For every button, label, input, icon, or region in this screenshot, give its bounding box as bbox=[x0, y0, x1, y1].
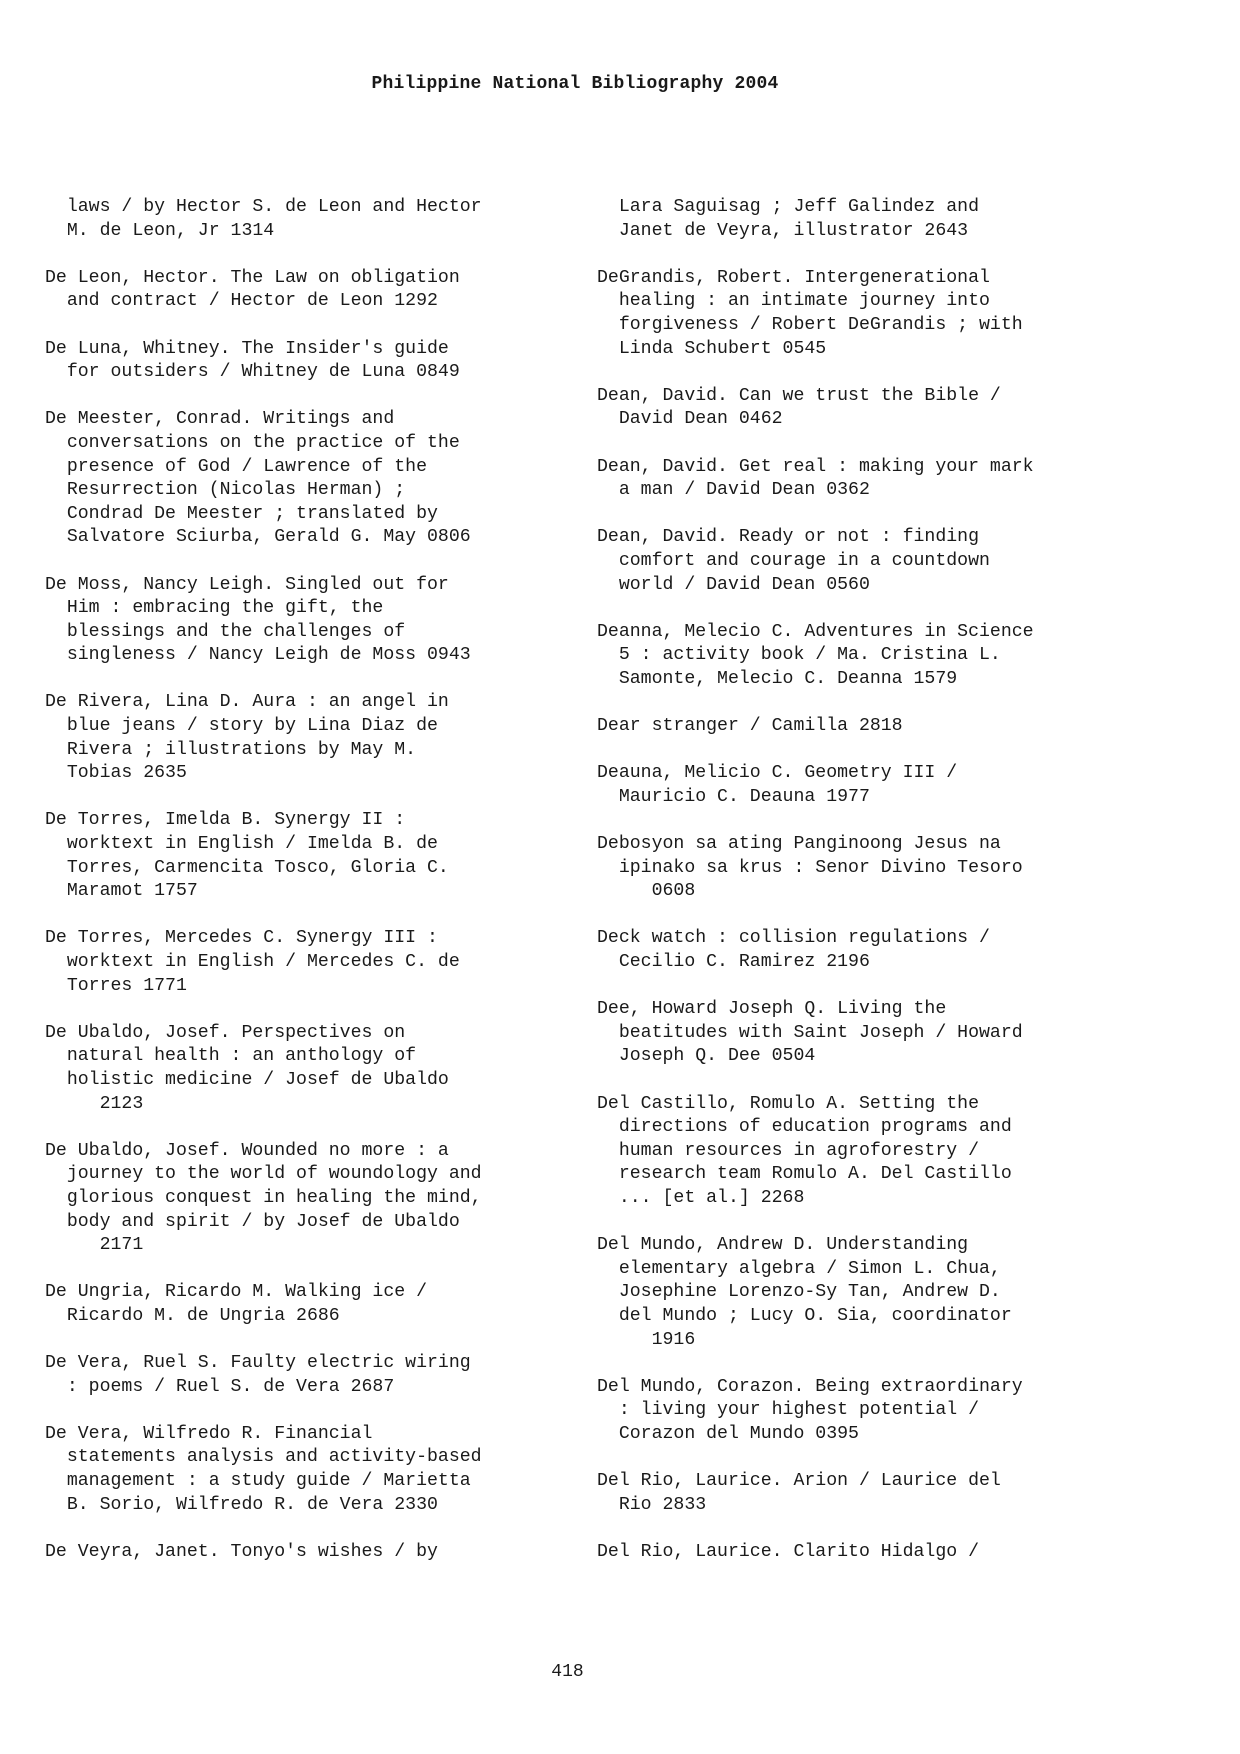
bibliography-entry: De Ubaldo, Josef. Perspectives on natural health : an anthology of holistic medicine / Josef de Ubaldo 2123 bbox=[45, 1022, 449, 1114]
bibliography-entry: Dean, David. Can we trust the Bible / David Dean 0462 bbox=[597, 385, 1001, 430]
bibliography-entry: De Veyra, Janet. Tonyo's wishes / by bbox=[45, 1541, 438, 1562]
bibliography-entry: Deanna, Melecio C. Adventures in Science 5 : activity book / Ma. Cristina L. Samonte, Melecio C. Deanna 1579 bbox=[597, 621, 1034, 689]
bibliography-entry: De Vera, Wilfredo R. Financial statements analysis and activity-based management : a study guide / Marietta B. Sorio, Wilfredo R. de Vera 2330 bbox=[45, 1423, 482, 1515]
bibliography-entry: Deauna, Melicio C. Geometry III / Mauricio C. Deauna 1977 bbox=[597, 763, 958, 807]
bibliography-entry: DeGrandis, Robert. Intergenerational healing : an intimate journey into forgiveness / Robert DeGrandis ; with Linda Schubert 0545 bbox=[597, 267, 1023, 359]
right-column bbox=[597, 196, 1117, 1588]
bibliography-entry: Deck watch : collision regulations / Cecilio C. Ramirez 2196 bbox=[597, 928, 990, 972]
bibliography-entry: Lara Saguisag ; Jeff Galindez and Janet de Veyra, illustrator 2643 bbox=[618, 197, 979, 241]
bibliography-entry: Del Rio, Laurice. Clarito Hidalgo / bbox=[597, 1541, 979, 1562]
bibliography-entry: De Rivera, Lina D. Aura : an angel in blue jeans / story by Lina Diaz de Rivera ; illustrations by May M. Tobias 2635 bbox=[45, 692, 449, 784]
bibliography-entry: Debosyon sa ating Panginoong Jesus na ipinako sa krus : Senor Divino Tesoro 0608 bbox=[597, 834, 1023, 902]
bibliography-entry: De Ungria, Ricardo M. Walking ice / Ricardo M. de Ungria 2686 bbox=[45, 1282, 427, 1326]
bibliography-entry: De Torres, Imelda B. Synergy II : worktext in English / Imelda B. de Torres, Carmencita Tosco, Gloria C. Maramot 1757 bbox=[45, 810, 449, 902]
bibliography-entry: De Leon, Hector. The Law on obligation and contract / Hector de Leon 1292 bbox=[45, 267, 460, 312]
bibliography-entry: De Vera, Ruel S. Faulty electric wiring : poems / Ruel S. de Vera 2687 bbox=[45, 1353, 471, 1397]
bibliography-entry: De Ubaldo, Josef. Wounded no more : a journey to the world of woundology and glorious conquest in healing the mind, body and spirit / by Josef de Ubaldo 2171 bbox=[45, 1140, 482, 1256]
bibliography-entry: laws / by Hector S. de Leon and Hector M. de Leon, Jr 1314 bbox=[66, 197, 482, 241]
bibliography-entry: Dean, David. Ready or not : finding comfort and courage in a countdown world / David Dean 0560 bbox=[597, 527, 990, 595]
bibliography-entry: Del Castillo, Romulo A. Setting the directions of education programs and human resources in agroforestry / research team Romulo A. Del Castillo ... [et al.] 2268 bbox=[597, 1093, 1012, 1208]
bibliography-entry: Del Mundo, Andrew D. Understanding elementary algebra / Simon L. Chua, Josephine Lorenzo-Sy Tan, Andrew D. del Mundo ; Lucy O. Sia, coordinator 1916 bbox=[597, 1235, 1012, 1350]
bibliography-entry: De Luna, Whitney. The Insider's guide for outsiders / Whitney de Luna 0849 bbox=[45, 338, 460, 383]
page-title: Philippine National Bibliography 2004 bbox=[371, 74, 779, 94]
bibliography-entry: Dear stranger / Camilla 2818 bbox=[597, 716, 903, 737]
left-column bbox=[45, 196, 565, 1588]
bibliography-entry: Del Mundo, Corazon. Being extraordinary : living your highest potential / Corazon del Mundo 0395 bbox=[597, 1376, 1023, 1444]
bibliography-entry: Dee, Howard Joseph Q. Living the beatitudes with Saint Joseph / Howard Joseph Q. Dee 0504 bbox=[597, 999, 1023, 1067]
page-number: 418 bbox=[551, 1662, 584, 1682]
bibliography-entry: Del Rio, Laurice. Arion / Laurice del Rio 2833 bbox=[597, 1471, 1001, 1515]
bibliography-entry: De Moss, Nancy Leigh. Singled out for Him : embracing the gift, the blessings and the challenges of singleness / Nancy Leigh de Moss 0943 bbox=[45, 574, 471, 666]
bibliography-entry: De Meester, Conrad. Writings and conversations on the practice of the presence of God / Lawrence of the Resurrection (Nicolas Herman) ; Condrad De Meester ; translated by Salvatore Sciurba, Gerald G. May 0806 bbox=[45, 409, 471, 548]
bibliography-entry: Dean, David. Get real : making your mark a man / David Dean 0362 bbox=[597, 456, 1034, 501]
bibliography-entry: De Torres, Mercedes C. Synergy III : worktext in English / Mercedes C. de Torres 1771 bbox=[45, 928, 460, 996]
